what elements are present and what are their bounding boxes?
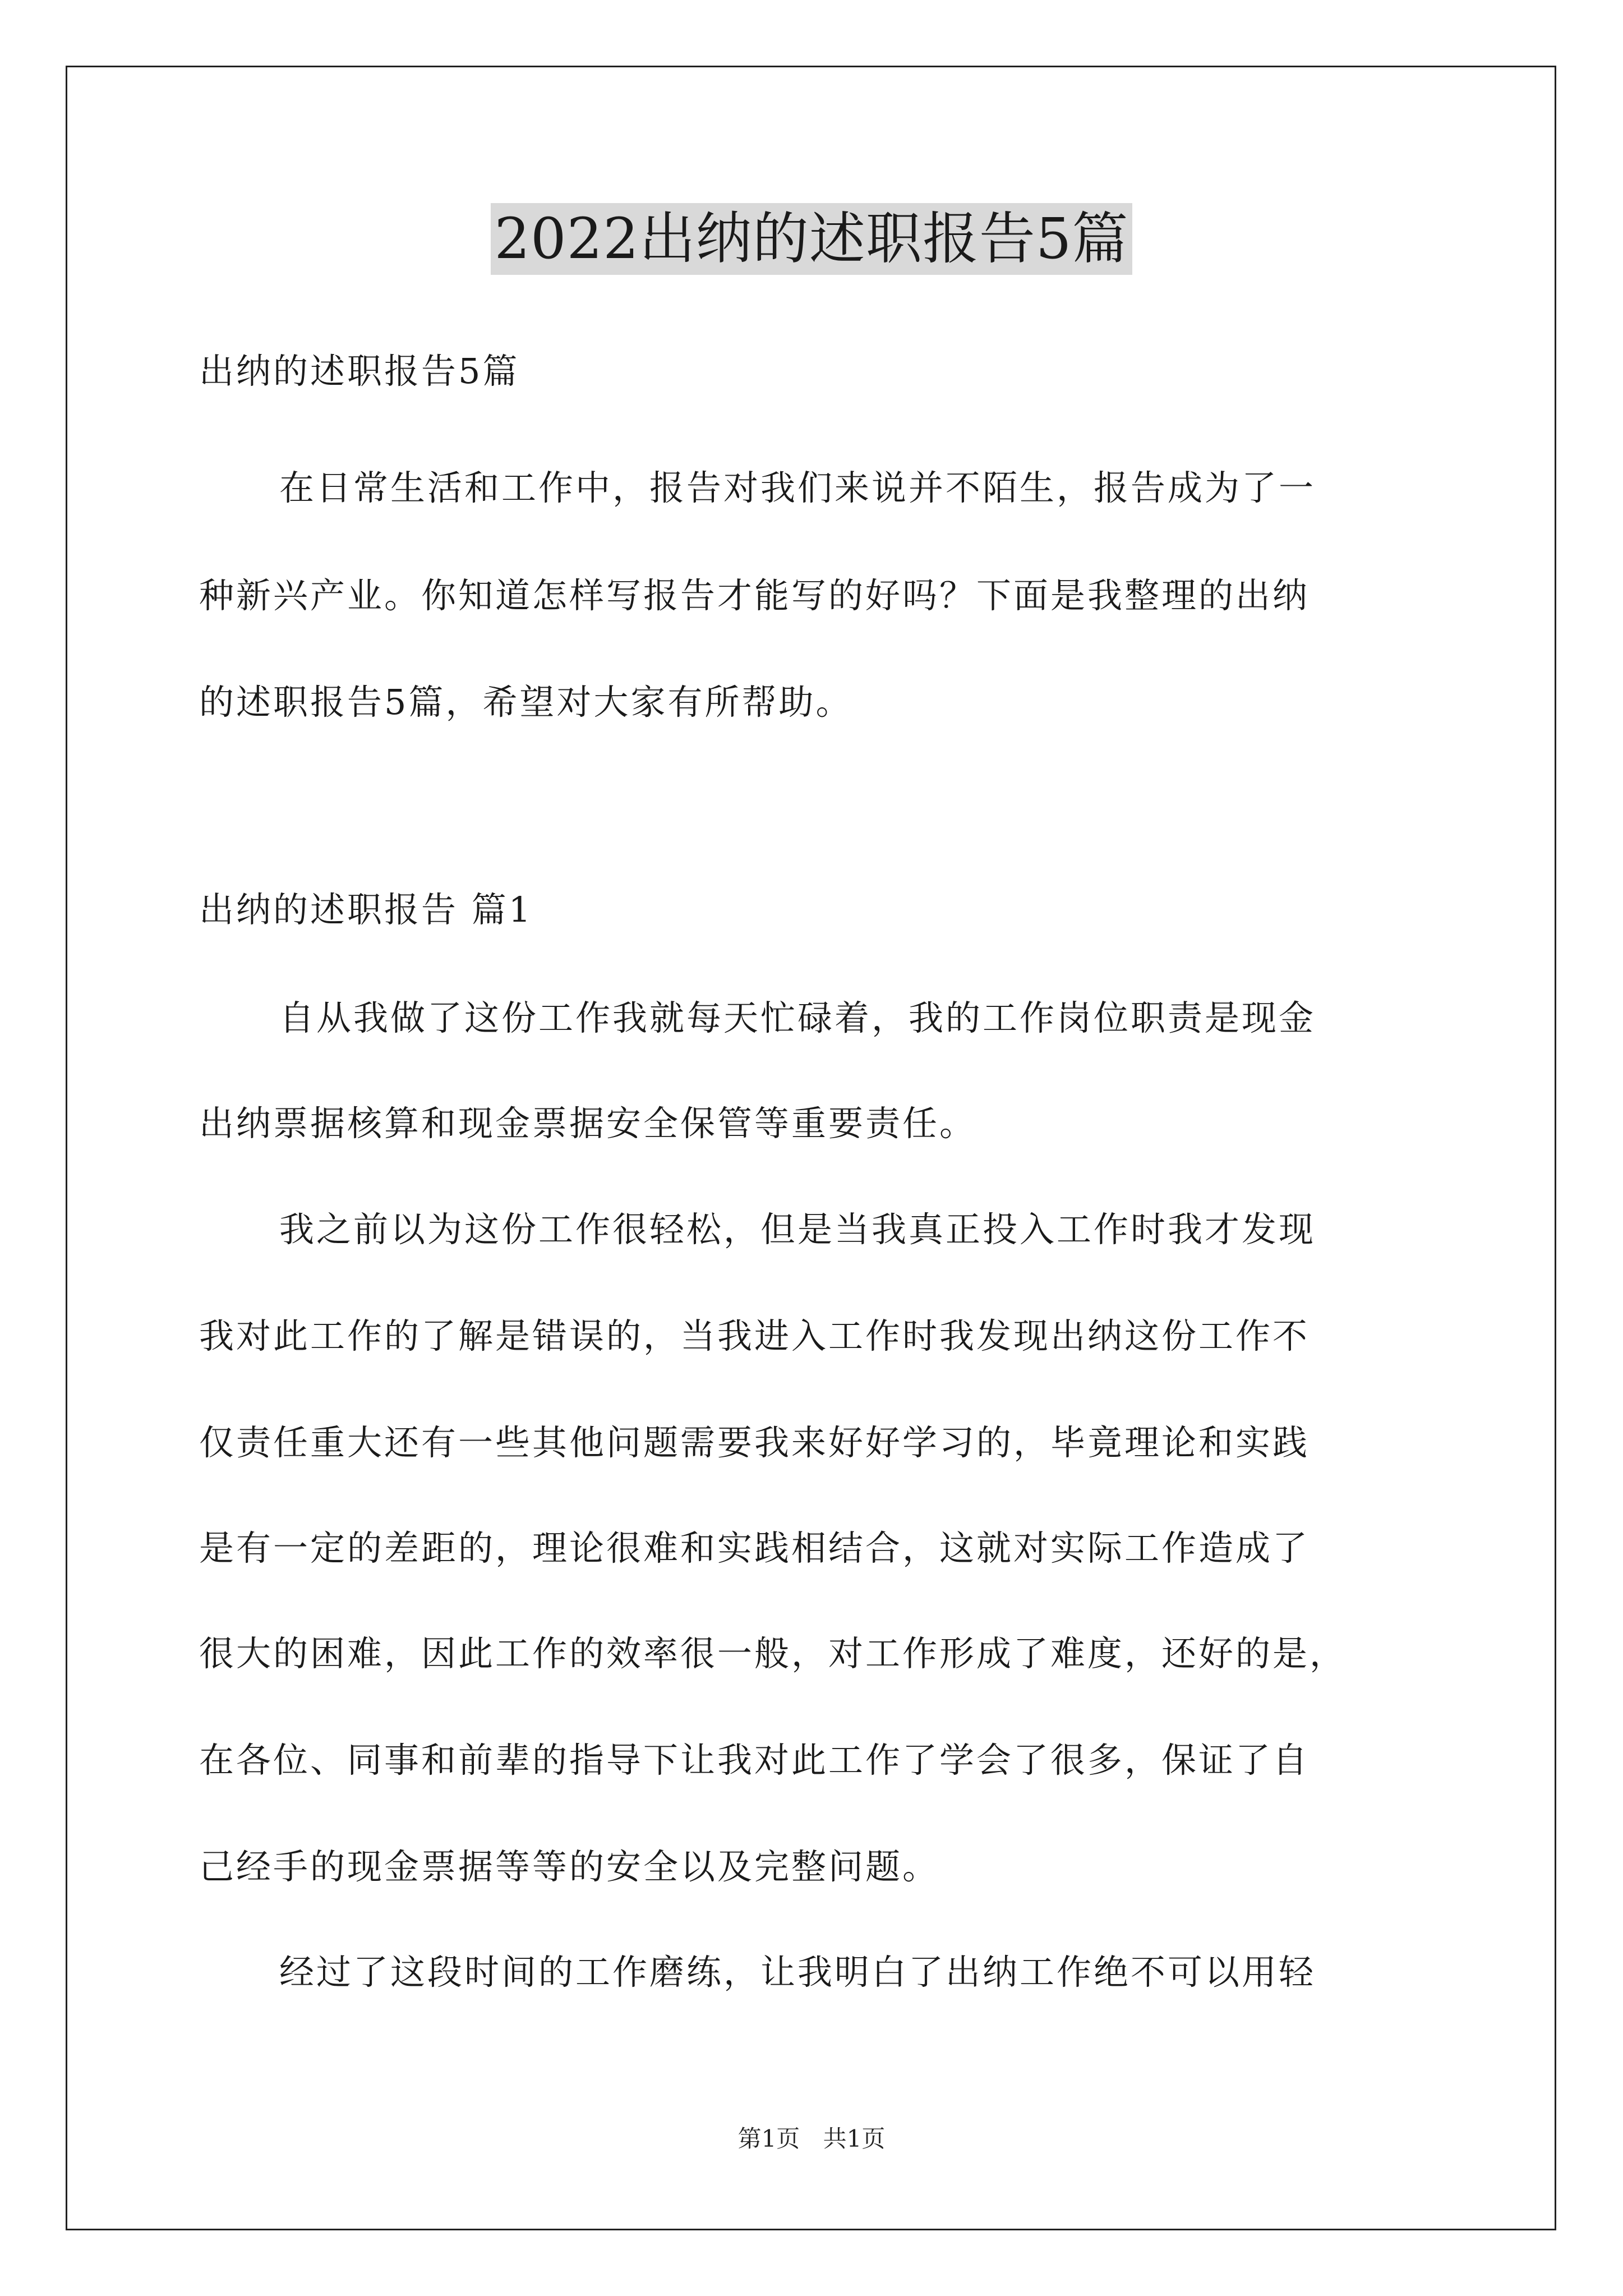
para2-line-4: 是有一定的差距的，理论很难和实践相结合，这就对实际工作造成了	[199, 1527, 1310, 1568]
intro-line-2: 种新兴产业。你知道怎样写报告才能写的好吗？下面是我整理的出纳	[199, 575, 1310, 616]
para1-line-2: 出纳票据核算和现金票据安全保管等重要责任。	[199, 1103, 977, 1144]
title-container	[0, 203, 1623, 275]
para2-line-6: 在各位、同事和前辈的指导下让我对此工作了学会了很多，保证了自	[199, 1740, 1310, 1780]
page-footer	[0, 2120, 1623, 2154]
document-title: 2022出纳的述职报告5篇	[491, 203, 1132, 275]
intro-line-1: 在日常生活和工作中，报告对我们来说并不陌生，报告成为了一	[279, 467, 1316, 508]
para2-line-3: 仅责任重大还有一些其他问题需要我来好好学习的，毕竟理论和实践	[199, 1422, 1310, 1463]
para1-line-1: 自从我做了这份工作我就每天忙碌着，我的工作岗位职责是现金	[279, 997, 1316, 1038]
para2-line-1: 我之前以为这份工作很轻松，但是当我真正投入工作时我才发现	[279, 1209, 1316, 1250]
intro-line-3: 的述职报告5篇，希望对大家有所帮助。	[199, 682, 853, 723]
para2-line-2: 我对此工作的了解是错误的，当我进入工作时我发现出纳这份工作不	[199, 1315, 1310, 1356]
para2-line-7: 己经手的现金票据等等的安全以及完整问题。	[199, 1846, 940, 1887]
page-total: 共1页	[823, 2125, 886, 2152]
document-subtitle: 出纳的述职报告5篇	[199, 351, 520, 392]
para2-line-5: 很大的困难，因此工作的效率很一般，对工作形成了难度，还好的是，	[199, 1633, 1347, 1674]
para3-line-1: 经过了这段时间的工作磨练，让我明白了出纳工作绝不可以用轻	[279, 1952, 1316, 1993]
section-heading: 出纳的述职报告 篇1	[199, 889, 533, 930]
page-number: 第1页	[737, 2125, 800, 2152]
